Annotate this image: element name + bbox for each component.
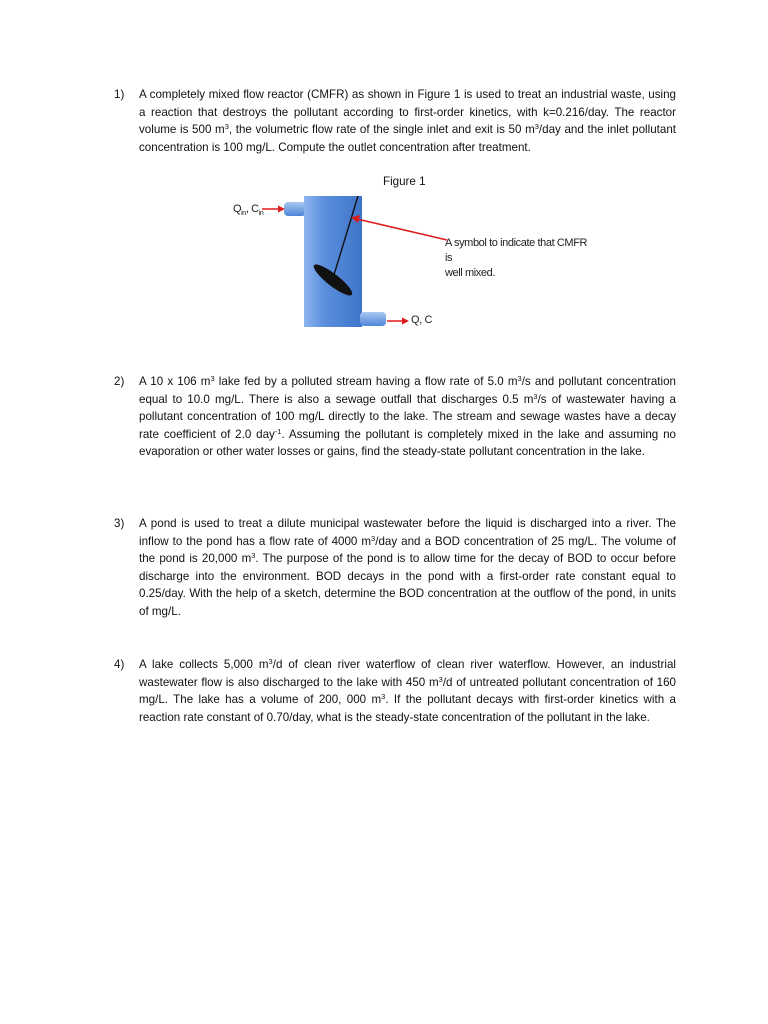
question-text [139, 373, 676, 461]
superscript: 3 [381, 692, 386, 702]
text-run: A 10 x 106 m [139, 375, 211, 388]
text-run: /day and a BOD concentration of 25 mg/L. The volume of the pond is 20,000 m [139, 534, 676, 566]
question-1 [114, 86, 676, 156]
superscript: 3 [533, 391, 538, 401]
text-run: . The purpose of the pond is to allow time for the decay of BOD to occur before discharge into the environment. BOD decays in the pond with a first-order rate constant equal to 0.25/day. With the help of a sketch, determine the BOD concentration at the outflow of the pond, in units of mg/L. [139, 552, 676, 618]
text-run: /day and the inlet pollutant concentration is 100 mg/L. Compute the outlet concentration after treatment. [139, 123, 676, 154]
outlet-arrow-icon [402, 318, 409, 325]
superscript: 3 [371, 533, 376, 543]
question-number: 4) [114, 658, 125, 671]
question-3 [114, 515, 676, 621]
outlet-pipe [360, 312, 386, 326]
superscript: 3 [534, 122, 539, 132]
question-number: 1) [114, 88, 125, 101]
figure-title: Figure 1 [383, 175, 426, 188]
outlet-label: Q, C [411, 314, 433, 326]
superscript: -1 [274, 426, 282, 436]
text-run: /s of wastewater having a pollutant concentration of 100 mg/L directly to the lake. The stream and sewage wastes have a decay rate coefficient of 2.0 day [139, 392, 676, 441]
question-number: 3) [114, 517, 125, 530]
inlet-label: $Q_{in}$, $C_{in}$ [233, 203, 264, 218]
text-run: A lake collects 5,000 m [139, 658, 269, 671]
mix-annotation: A symbol to indicate that CMFR is well mixed. [445, 237, 588, 279]
text-run: /s and pollutant concentration equal to 10.0 mg/L. There is also a sewage outfall that discharges 0.5 m [139, 375, 676, 406]
question-text [139, 656, 676, 726]
text-run: , the volumetric flow rate of the single inlet and exit is 50 m [228, 123, 535, 137]
cmfr-figure [229, 196, 589, 342]
question-2 [114, 373, 676, 461]
superscript: 3 [251, 551, 256, 561]
text-run: /d of clean river waterflow of clean river waterflow. However, an industrial wastewater flow is also discharged to the lake with 450 m [139, 658, 676, 689]
inlet-pipe [284, 202, 306, 216]
question-number: 2) [114, 375, 125, 388]
superscript: 3 [224, 122, 229, 132]
inlet-arrow-icon [278, 206, 285, 213]
reactor-tank [304, 196, 362, 327]
superscript: 3 [268, 657, 273, 666]
question-text [139, 515, 676, 621]
text-run: A completely mixed flow reactor (CMFR) as shown in Figure 1 is used to treat an industrial waste, using a reaction that destroys the pollutant according to first-order kinetics, with k=0.216/day. The reactor volume is 500 m [139, 88, 676, 137]
question-text [139, 86, 676, 156]
superscript: 3 [438, 674, 443, 684]
superscript: 3 [210, 374, 215, 383]
text-run: lake fed by a polluted stream having a flow rate of 5.0 m [214, 375, 518, 388]
text-run: . Assuming the pollutant is completely mixed in the lake and assuming no evaporation or other water losses or gains, find the steady-state pollutant concentration in the lake. [139, 427, 676, 459]
text-run: /d of untreated pollutant concentration of 160 mg/L. The lake has a volume of 200, 000 m [139, 675, 677, 707]
text-run: A pond is used to treat a dilute municipal wastewater before the liquid is discharged into a river. The inflow to the pond has a flow rate of 4000 m [139, 517, 676, 548]
superscript: 3 [517, 374, 522, 383]
question-4 [114, 656, 676, 726]
text-run: . If the pollutant decays with first-order kinetics with a reaction rate constant of 0.70/day, what is the steady-state concentration of the pollutant in the lake. [139, 693, 676, 724]
